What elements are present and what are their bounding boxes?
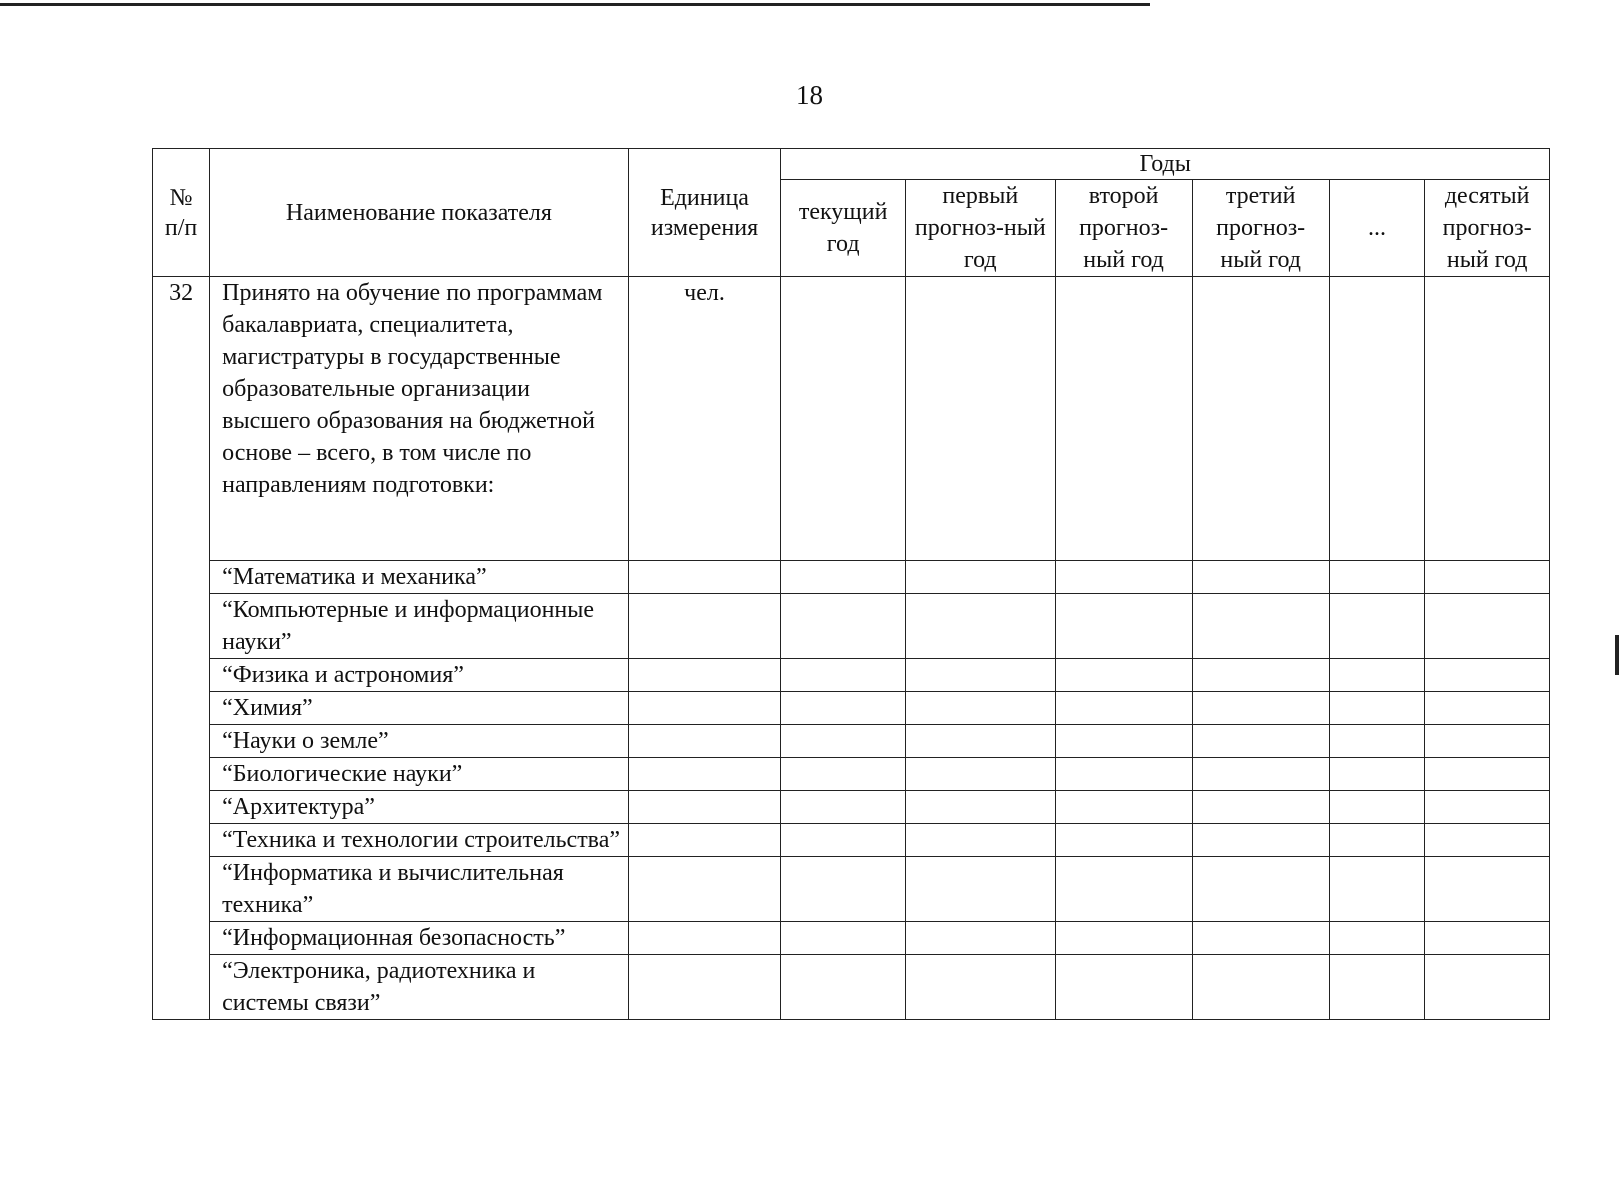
value-cell xyxy=(1425,659,1550,692)
header-year-ellipsis: ... xyxy=(1329,180,1425,277)
value-cell xyxy=(1192,659,1329,692)
value-cell xyxy=(1055,758,1192,791)
subindicator-name: “Архитектура” xyxy=(210,791,629,824)
value-cell xyxy=(1425,277,1550,561)
value-cell xyxy=(628,561,781,594)
value-cell xyxy=(905,594,1055,659)
value-cell xyxy=(1329,692,1425,725)
value-cell xyxy=(781,561,906,594)
value-cell xyxy=(1055,659,1192,692)
value-cell xyxy=(1425,857,1550,922)
value-cell xyxy=(628,692,781,725)
value-cell xyxy=(1329,594,1425,659)
header-year-first: первый прогноз-ный год xyxy=(905,180,1055,277)
value-cell xyxy=(1192,692,1329,725)
value-cell xyxy=(1329,561,1425,594)
indicator-name: Принято на обучение по программам бакалавриата, специалитета, магистратуры в государственные образовательные организации высшего образования на бюджетной основе – всего, в том числе по направлениям подготовки: xyxy=(210,277,629,561)
value-cell xyxy=(1425,824,1550,857)
header-year-current: текущий год xyxy=(781,180,906,277)
value-cell xyxy=(628,758,781,791)
value-cell xyxy=(1425,725,1550,758)
value-cell xyxy=(1192,791,1329,824)
table-row xyxy=(153,561,1550,594)
value-cell xyxy=(628,725,781,758)
value-cell xyxy=(1192,922,1329,955)
header-name: Наименование показателя xyxy=(210,149,629,277)
value-cell xyxy=(905,824,1055,857)
value-cell xyxy=(628,594,781,659)
table-row xyxy=(153,725,1550,758)
value-cell xyxy=(781,824,906,857)
value-cell xyxy=(905,791,1055,824)
header-num: № п/п xyxy=(153,149,210,277)
value-cell xyxy=(1055,922,1192,955)
value-cell xyxy=(1055,594,1192,659)
value-cell xyxy=(1425,692,1550,725)
row-number: 32 xyxy=(153,277,210,1020)
value-cell xyxy=(781,594,906,659)
value-cell xyxy=(1055,725,1192,758)
value-cell xyxy=(1329,955,1425,1020)
table-row xyxy=(153,277,1550,561)
value-cell xyxy=(781,277,906,561)
value-cell xyxy=(781,692,906,725)
header-unit: Единица измерения xyxy=(628,149,781,277)
subindicator-name: “Физика и астрономия” xyxy=(210,659,629,692)
page-number: 18 xyxy=(796,80,823,110)
value-cell xyxy=(1425,922,1550,955)
header-year-third: третий прогноз-ный год xyxy=(1192,180,1329,277)
value-cell xyxy=(781,922,906,955)
header-year-second: второй прогноз-ный год xyxy=(1055,180,1192,277)
subindicator-name: “Биологические науки” xyxy=(210,758,629,791)
value-cell xyxy=(781,857,906,922)
subindicator-name: “Информационная безопасность” xyxy=(210,922,629,955)
value-cell xyxy=(1425,594,1550,659)
subindicator-name: “Математика и механика” xyxy=(210,561,629,594)
value-cell xyxy=(905,561,1055,594)
value-cell xyxy=(905,758,1055,791)
value-cell xyxy=(905,955,1055,1020)
table-row xyxy=(153,791,1550,824)
indicator-unit: чел. xyxy=(628,277,781,561)
value-cell xyxy=(1329,922,1425,955)
subindicator-name: “Науки о земле” xyxy=(210,725,629,758)
table-row xyxy=(153,922,1550,955)
value-cell xyxy=(1329,725,1425,758)
subindicator-name: “Электроника, радиотехника и системы связи” xyxy=(210,955,629,1020)
subindicator-name: “Химия” xyxy=(210,692,629,725)
value-cell xyxy=(1329,758,1425,791)
header-year-tenth: десятый прогноз-ный год xyxy=(1425,180,1550,277)
value-cell xyxy=(628,857,781,922)
table-row xyxy=(153,824,1550,857)
value-cell xyxy=(1192,725,1329,758)
value-cell xyxy=(628,824,781,857)
value-cell xyxy=(781,725,906,758)
value-cell xyxy=(1329,857,1425,922)
top-rule xyxy=(0,3,1150,6)
value-cell xyxy=(1192,594,1329,659)
value-cell xyxy=(1055,857,1192,922)
header-years: Годы xyxy=(781,149,1550,180)
table-row xyxy=(153,955,1550,1020)
scan-edge-mark xyxy=(1615,635,1619,675)
value-cell xyxy=(628,659,781,692)
subindicator-name: “Техника и технологии строительства” xyxy=(210,824,629,857)
value-cell xyxy=(1055,692,1192,725)
value-cell xyxy=(1192,955,1329,1020)
value-cell xyxy=(1425,758,1550,791)
value-cell xyxy=(781,955,906,1020)
value-cell xyxy=(1192,824,1329,857)
value-cell xyxy=(905,692,1055,725)
value-cell xyxy=(1055,824,1192,857)
value-cell xyxy=(1425,791,1550,824)
value-cell xyxy=(905,857,1055,922)
value-cell xyxy=(781,791,906,824)
value-cell xyxy=(1055,561,1192,594)
value-cell xyxy=(1425,955,1550,1020)
value-cell xyxy=(1055,277,1192,561)
table-row xyxy=(153,692,1550,725)
value-cell xyxy=(905,725,1055,758)
table-row xyxy=(153,857,1550,922)
value-cell xyxy=(1192,561,1329,594)
value-cell xyxy=(905,922,1055,955)
value-cell xyxy=(905,659,1055,692)
value-cell xyxy=(1329,791,1425,824)
value-cell xyxy=(628,922,781,955)
value-cell xyxy=(1055,791,1192,824)
table-row xyxy=(153,659,1550,692)
value-cell xyxy=(781,659,906,692)
subindicator-name: “Информатика и вычислительная техника” xyxy=(210,857,629,922)
value-cell xyxy=(1425,561,1550,594)
value-cell xyxy=(781,758,906,791)
table-row xyxy=(153,594,1550,659)
value-cell xyxy=(1329,659,1425,692)
value-cell xyxy=(628,791,781,824)
indicator-table xyxy=(152,148,1550,1020)
subindicator-name: “Компьютерные и информационные науки” xyxy=(210,594,629,659)
value-cell xyxy=(1192,277,1329,561)
table-row xyxy=(153,758,1550,791)
value-cell xyxy=(1192,758,1329,791)
value-cell xyxy=(1192,857,1329,922)
value-cell xyxy=(1329,824,1425,857)
value-cell xyxy=(628,955,781,1020)
value-cell xyxy=(1055,955,1192,1020)
value-cell xyxy=(905,277,1055,561)
value-cell xyxy=(1329,277,1425,561)
